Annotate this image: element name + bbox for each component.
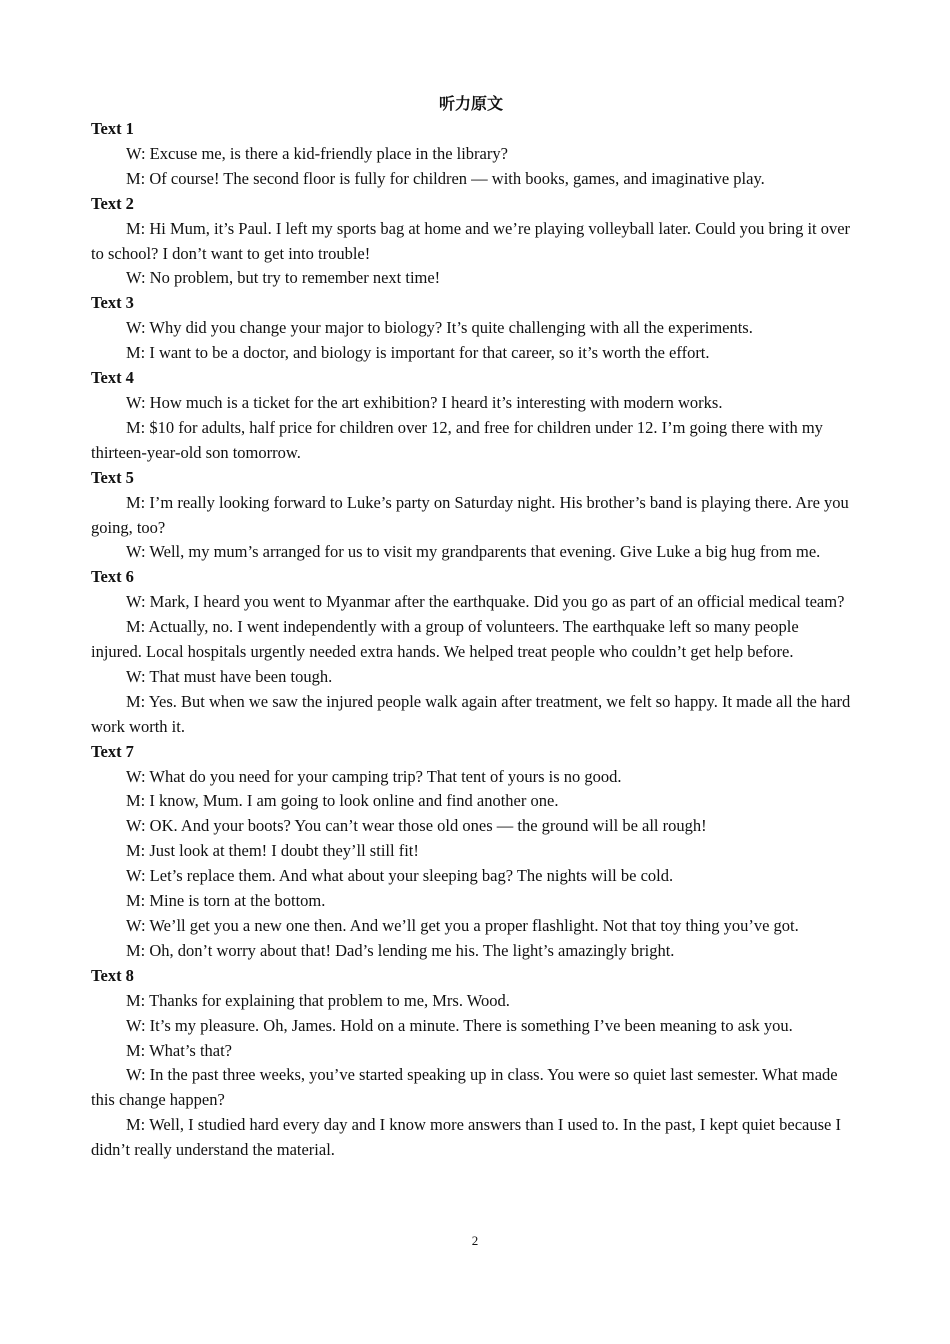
- dialogue-line: M: Just look at them! I doubt they’ll still fit!: [126, 841, 419, 861]
- dialogue-line: W: It’s my pleasure. Oh, James. Hold on a minute. There is something I’ve been meaning to ask you.: [126, 1015, 793, 1035]
- section-heading: Text 1: [91, 119, 134, 138]
- page-title: 听力原文: [438, 94, 503, 113]
- dialogue-line: M: I’m really looking forward to Luke’s party on Saturday night. His brother’s band is playing there. Are you going, too?: [91, 492, 849, 537]
- dialogue-line: W: That must have been tough.: [126, 666, 333, 686]
- transcript-section: [91, 192, 851, 292]
- section-heading: Text 8: [91, 965, 134, 985]
- transcript-section: [91, 366, 851, 466]
- transcript-section: [91, 291, 851, 366]
- dialogue-line: W: Why did you change your major to biology? It’s quite challenging with all the experiments.: [126, 318, 753, 338]
- dialogue-line: M: Of course! The second floor is fully for children — with books, games, and imaginative play.: [126, 168, 765, 188]
- transcript-section: [91, 117, 851, 192]
- transcript-section: [91, 466, 851, 566]
- transcript-section: [91, 964, 851, 1163]
- dialogue-line: W: How much is a ticket for the art exhibition? I heard it’s interesting with modern works.: [126, 392, 723, 412]
- dialogue-line: M: What’s that?: [126, 1040, 233, 1060]
- dialogue-line: W: In the past three weeks, you’ve started speaking up in class. You were so quiet last semester. What made this change happen?: [91, 1065, 838, 1110]
- transcript-sections: [91, 117, 851, 1163]
- section-heading: Text 4: [91, 368, 134, 388]
- section-heading: Text 3: [91, 293, 134, 313]
- dialogue-line: W: We’ll get you a new one then. And we’ll get you a proper flashlight. Not that toy thing you’ve got.: [126, 916, 799, 935]
- dialogue-line: M: Actually, no. I went independently with a group of volunteers. The earthquake left so many people injured. Local hospitals urgently needed extra hands. We helped treat people who couldn’t get help before.: [91, 617, 799, 662]
- dialogue-line: W: Well, my mum’s arranged for us to visit my grandparents that evening. Give Luke a big hug from me.: [126, 542, 821, 562]
- dialogue-line: W: Let’s replace them. And what about your sleeping bag? The nights will be cold.: [126, 866, 674, 886]
- transcript-section: [91, 565, 851, 739]
- dialogue-line: W: Excuse me, is there a kid-friendly place in the library?: [126, 143, 508, 163]
- dialogue-line: M: Hi Mum, it’s Paul. I left my sports bag at home and we’re playing volleyball later. Could you bring it over to school? I don’t want to get into trouble!: [91, 218, 851, 263]
- dialogue-line: W: No problem, but try to remember next time!: [126, 268, 441, 288]
- dialogue-line: M: Well, I studied hard every day and I know more answers than I used to. In the past, I kept quiet because I didn’t really understand the material.: [91, 1115, 841, 1160]
- dialogue-line: M: Yes. But when we saw the injured people walk again after treatment, we felt so happy. It made all the hard work worth it.: [91, 691, 851, 736]
- section-heading: Text 6: [91, 567, 134, 587]
- section-heading: Text 5: [91, 467, 134, 487]
- dialogue-line: W: OK. And your boots? You can’t wear those old ones — the ground will be all rough!: [126, 816, 707, 836]
- section-heading: Text 7: [91, 741, 134, 761]
- dialogue-line: W: Mark, I heard you went to Myanmar after the earthquake. Did you go as part of an official medical team?: [126, 592, 845, 612]
- dialogue-line: M: I know, Mum. I am going to look online and find another one.: [126, 791, 559, 811]
- dialogue-line: W: What do you need for your camping trip? That tent of yours is no good.: [126, 766, 622, 786]
- dialogue-line: M: Thanks for explaining that problem to me, Mrs. Wood.: [126, 990, 510, 1010]
- transcript-section: [91, 740, 851, 964]
- dialogue-line: M: I want to be a doctor, and biology is important for that career, so it’s worth the effort.: [126, 343, 710, 363]
- section-heading: Text 2: [91, 193, 134, 213]
- dialogue-line: M: $10 for adults, half price for children over 12, and free for children under 12. I’m going there with my thirteen-year-old son tomorrow.: [91, 417, 823, 462]
- dialogue-line: M: Oh, don’t worry about that! Dad’s lending me his. The light’s amazingly bright.: [126, 940, 675, 960]
- dialogue-line: M: Mine is torn at the bottom.: [126, 891, 326, 911]
- document-body: [91, 92, 851, 1163]
- page-number: 2: [471, 1233, 479, 1248]
